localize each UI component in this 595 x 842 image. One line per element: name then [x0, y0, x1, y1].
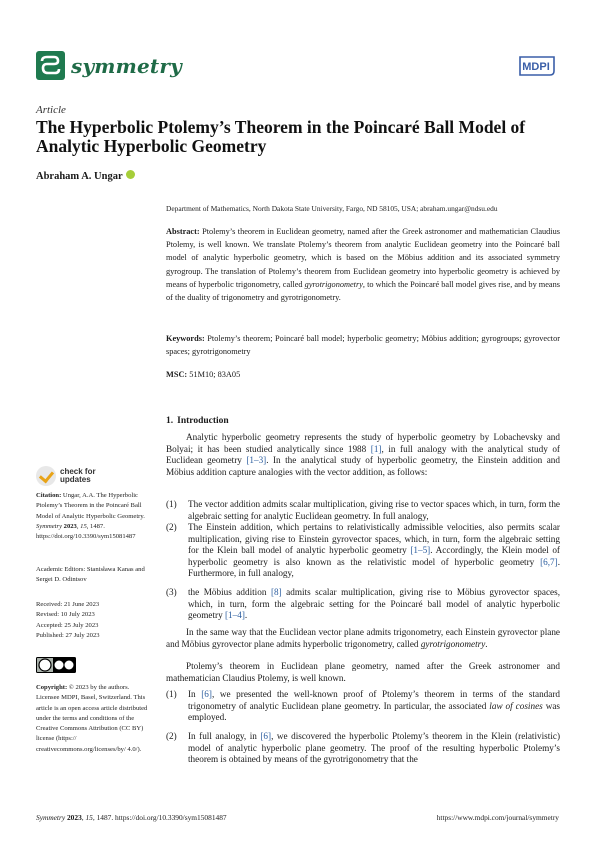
footer-volume: , 15 [81, 813, 93, 822]
article-title: The Hyperbolic Ptolemy’s Theorem in the Poincaré Ball Model of Analytic Hyperbolic Geometry [36, 117, 526, 156]
citation-doi[interactable]: , 1487. https://doi.org/10.3390/sym15081487 [36, 522, 136, 541]
footer-journal: Symmetry [36, 813, 66, 822]
list-item-text: In [188, 689, 202, 699]
list-item [166, 689, 560, 724]
citation-block [36, 491, 154, 542]
check-updates-line-2: updates [60, 475, 91, 484]
author [36, 171, 135, 182]
article-type: Article [36, 104, 66, 116]
list-item-label: (1) [166, 689, 177, 699]
keywords-label: Keywords: [166, 334, 205, 343]
list-item-text: the Möbius addition [188, 587, 271, 597]
citation-journal: Symmetry [36, 522, 62, 530]
msc [166, 368, 560, 381]
abstract-label: Abstract: [166, 227, 200, 236]
paragraph-emph: gyrotrigonometry [420, 638, 486, 649]
msc-label: MSC: [166, 370, 188, 379]
copyright-label: Copyright: [36, 684, 68, 691]
footer-year: 2023 [65, 813, 82, 822]
author-name[interactable]: Abraham A. Ungar [36, 171, 123, 182]
date-revised: Revised: 10 July 2023 [36, 611, 95, 619]
citation-text: Ungar, A.A. The Hyperbolic Ptolemy’s Theorem in the Poincaré Ball Model of Analytic Hyperbolic Geometry. [36, 492, 145, 520]
list-item-text: admits scalar multiplication, giving rise to Möbius gyrovector spaces, which, in turn, form the algebraic setting for the Poincaré ball model of analytic hyperbolic geometry [188, 587, 560, 620]
cc-by-license-icon[interactable] [36, 657, 76, 673]
list-item [166, 499, 560, 522]
citation-link[interactable]: [6,7] [540, 556, 558, 567]
paragraph-text: , in full analogy with the analytical study of Euclidean geometry [166, 443, 560, 465]
list-item-text: The vector addition admits scalar multiplication, giving rise to vector spaces which, in turn, form the algebraic setting for analytic Euclidean geometry. In full analogy, [188, 499, 560, 521]
mdpi-logo-icon[interactable] [516, 55, 558, 77]
paragraph-2 [166, 627, 560, 650]
list-item-text: . Accordingly, the Klein model of hyperbolic geometry is also known as the relativistic model of hyperbolic geometry [188, 545, 560, 567]
list-item-text: In full analogy, in [188, 731, 261, 741]
paragraph-text: Analytic hyperbolic geometry represents the study of hyperbolic geometry by Lobachevsky and Bolyai; it has been studied analytically since 1988 [166, 432, 560, 454]
paragraph-text: Ptolemy’s theorem in Euclidean plane geometry, named after the Greek astronomer and mathematician Claudius Ptolemy, is well known. [166, 661, 560, 683]
list-item-label: (2) [166, 522, 177, 532]
list-item-text: , we discovered the hyperbolic Ptolemy’s theorem in the Klein (relativistic) model of analytic hyperbolic plane geometry. The proof of the resulting hyperbolic Ptolemy’s theorem is obtained by means of the gyrotrigonometry that the [188, 731, 561, 764]
list-item-text: . [244, 610, 248, 620]
citation-link[interactable]: [1–5] [410, 545, 431, 555]
section-title: Introduction [177, 416, 229, 426]
citation-year: 2023 [62, 522, 77, 530]
paragraph-text: . [485, 638, 488, 649]
publisher-name: MDPI [522, 61, 550, 73]
citation-link[interactable]: [1–3] [246, 455, 267, 465]
paragraph-3 [166, 661, 560, 684]
affiliation: Department of Mathematics, North Dakota State University, Fargo, ND 58105, USA; abraham.ungar@ndsu.edu [166, 204, 498, 213]
check-updates-icon [36, 466, 56, 486]
paragraph-text: In the same way that the Euclidean vector plane admits trigonometry, each Einstein gyrovector plane and Möbius gyrovector plane admits hyperbolic trigonometry, called [166, 627, 560, 649]
list-item-label: (3) [166, 587, 177, 597]
check-for-updates-badge[interactable] [36, 466, 96, 486]
publication-dates [36, 600, 154, 641]
citation-volume: , 15 [76, 522, 87, 530]
list-item-text: was employed. [188, 700, 561, 722]
paragraph-text: . In the analytical study of hyperbolic geometry, the Einstein addition and Möbius addition capture analogies with the vector addition, as follows: [166, 455, 560, 477]
abstract-text-1: Ptolemy’s theorem in Euclidean geometry, named after the Greek astronomer and mathematician Claudius Ptolemy, is well known. We translate Ptolemy’s theorem from analytic Euclidean geometry into the Poincaré ball model of analytic hyperbolic geometry, which is based on the Möbius addition and its associated symmetry gyrogroup. The translation of Ptolemy’s theorem from Euclidean geometry into hyperbolic geometry is achieved by means of hyperbolic trigonometry, called [166, 227, 560, 289]
journal-logo[interactable] [36, 51, 182, 80]
symmetry-logo-icon [36, 51, 65, 80]
citation-link[interactable]: [6] [260, 731, 272, 741]
copyright-notice [36, 683, 154, 755]
list-item [166, 731, 560, 766]
check-updates-line-1: check for [60, 466, 96, 476]
list-item-text: The Einstein addition, which pertains to relativistically admissible velocities, also permits scalar multiplication, giving rise to Einstein gyrovector spaces, which, in turn, form the algebraic setting for the Klein ball model of analytic hyperbolic geometry [188, 522, 560, 555]
section-number: 1. [166, 416, 174, 426]
paragraph-1 [166, 432, 560, 478]
abstract-text-2: , to which the Poincaré ball model gives rise, and by means of the duality of trigonometry and gyrotrigonometry. [166, 279, 560, 303]
citation-label: Citation: [36, 492, 62, 499]
footer-doi[interactable]: , 1487. https://doi.org/10.3390/sym15081487 [92, 813, 227, 822]
abstract-emph: gyrotrigonometry [304, 279, 363, 289]
list-item [166, 522, 560, 580]
list-item-label: (1) [166, 499, 177, 509]
keywords [166, 332, 560, 358]
date-received: Received: 21 June 2023 [36, 601, 100, 608]
orcid-icon[interactable] [126, 170, 135, 179]
keywords-text: Ptolemy’s theorem; Poincaré ball model; hyperbolic geometry; Möbius addition; gyrogroups; gyrovector spaces; gyrotrigonometry [166, 334, 560, 357]
citation-link[interactable]: [1–4] [225, 610, 245, 620]
citation-link[interactable]: [8] [270, 587, 282, 597]
abstract [166, 225, 560, 304]
copyright-text: © 2023 by the authors. Licensee MDPI, Basel, Switzerland. This article is an open access article distributed under the terms and conditions of the Creative Commons Attribution (CC BY) license (https:// creativecommons.org/licenses/by/ 4.0/). [36, 684, 148, 753]
citation-link[interactable]: [6] [201, 689, 212, 699]
date-accepted: Accepted: 25 July 2023 [36, 621, 99, 629]
section-heading [166, 416, 233, 426]
list-item-label: (2) [166, 731, 177, 741]
list-item [166, 587, 560, 622]
footer-citation [36, 813, 227, 822]
list-item-text: , we presented the well-known proof of Ptolemy’s theorem in terms of the standard trigonometry of analytic Euclidean plane geometry. In particular, the associated [188, 689, 560, 711]
citation-link[interactable]: [1] [370, 443, 382, 454]
list-item-text: . Furthermore, in full analogy, [188, 556, 560, 578]
list-item-emph: law of cosines [489, 700, 543, 711]
journal-name: symmetry [71, 53, 182, 78]
date-published: Published: 27 July 2023 [36, 631, 100, 639]
academic-editors: Academic Editors: Stanisława Kanas and Sergei D. Odintsov [36, 566, 145, 584]
footer-url[interactable]: https://www.mdpi.com/journal/symmetry [436, 813, 559, 822]
msc-text: 51M10; 83A05 [187, 370, 241, 379]
